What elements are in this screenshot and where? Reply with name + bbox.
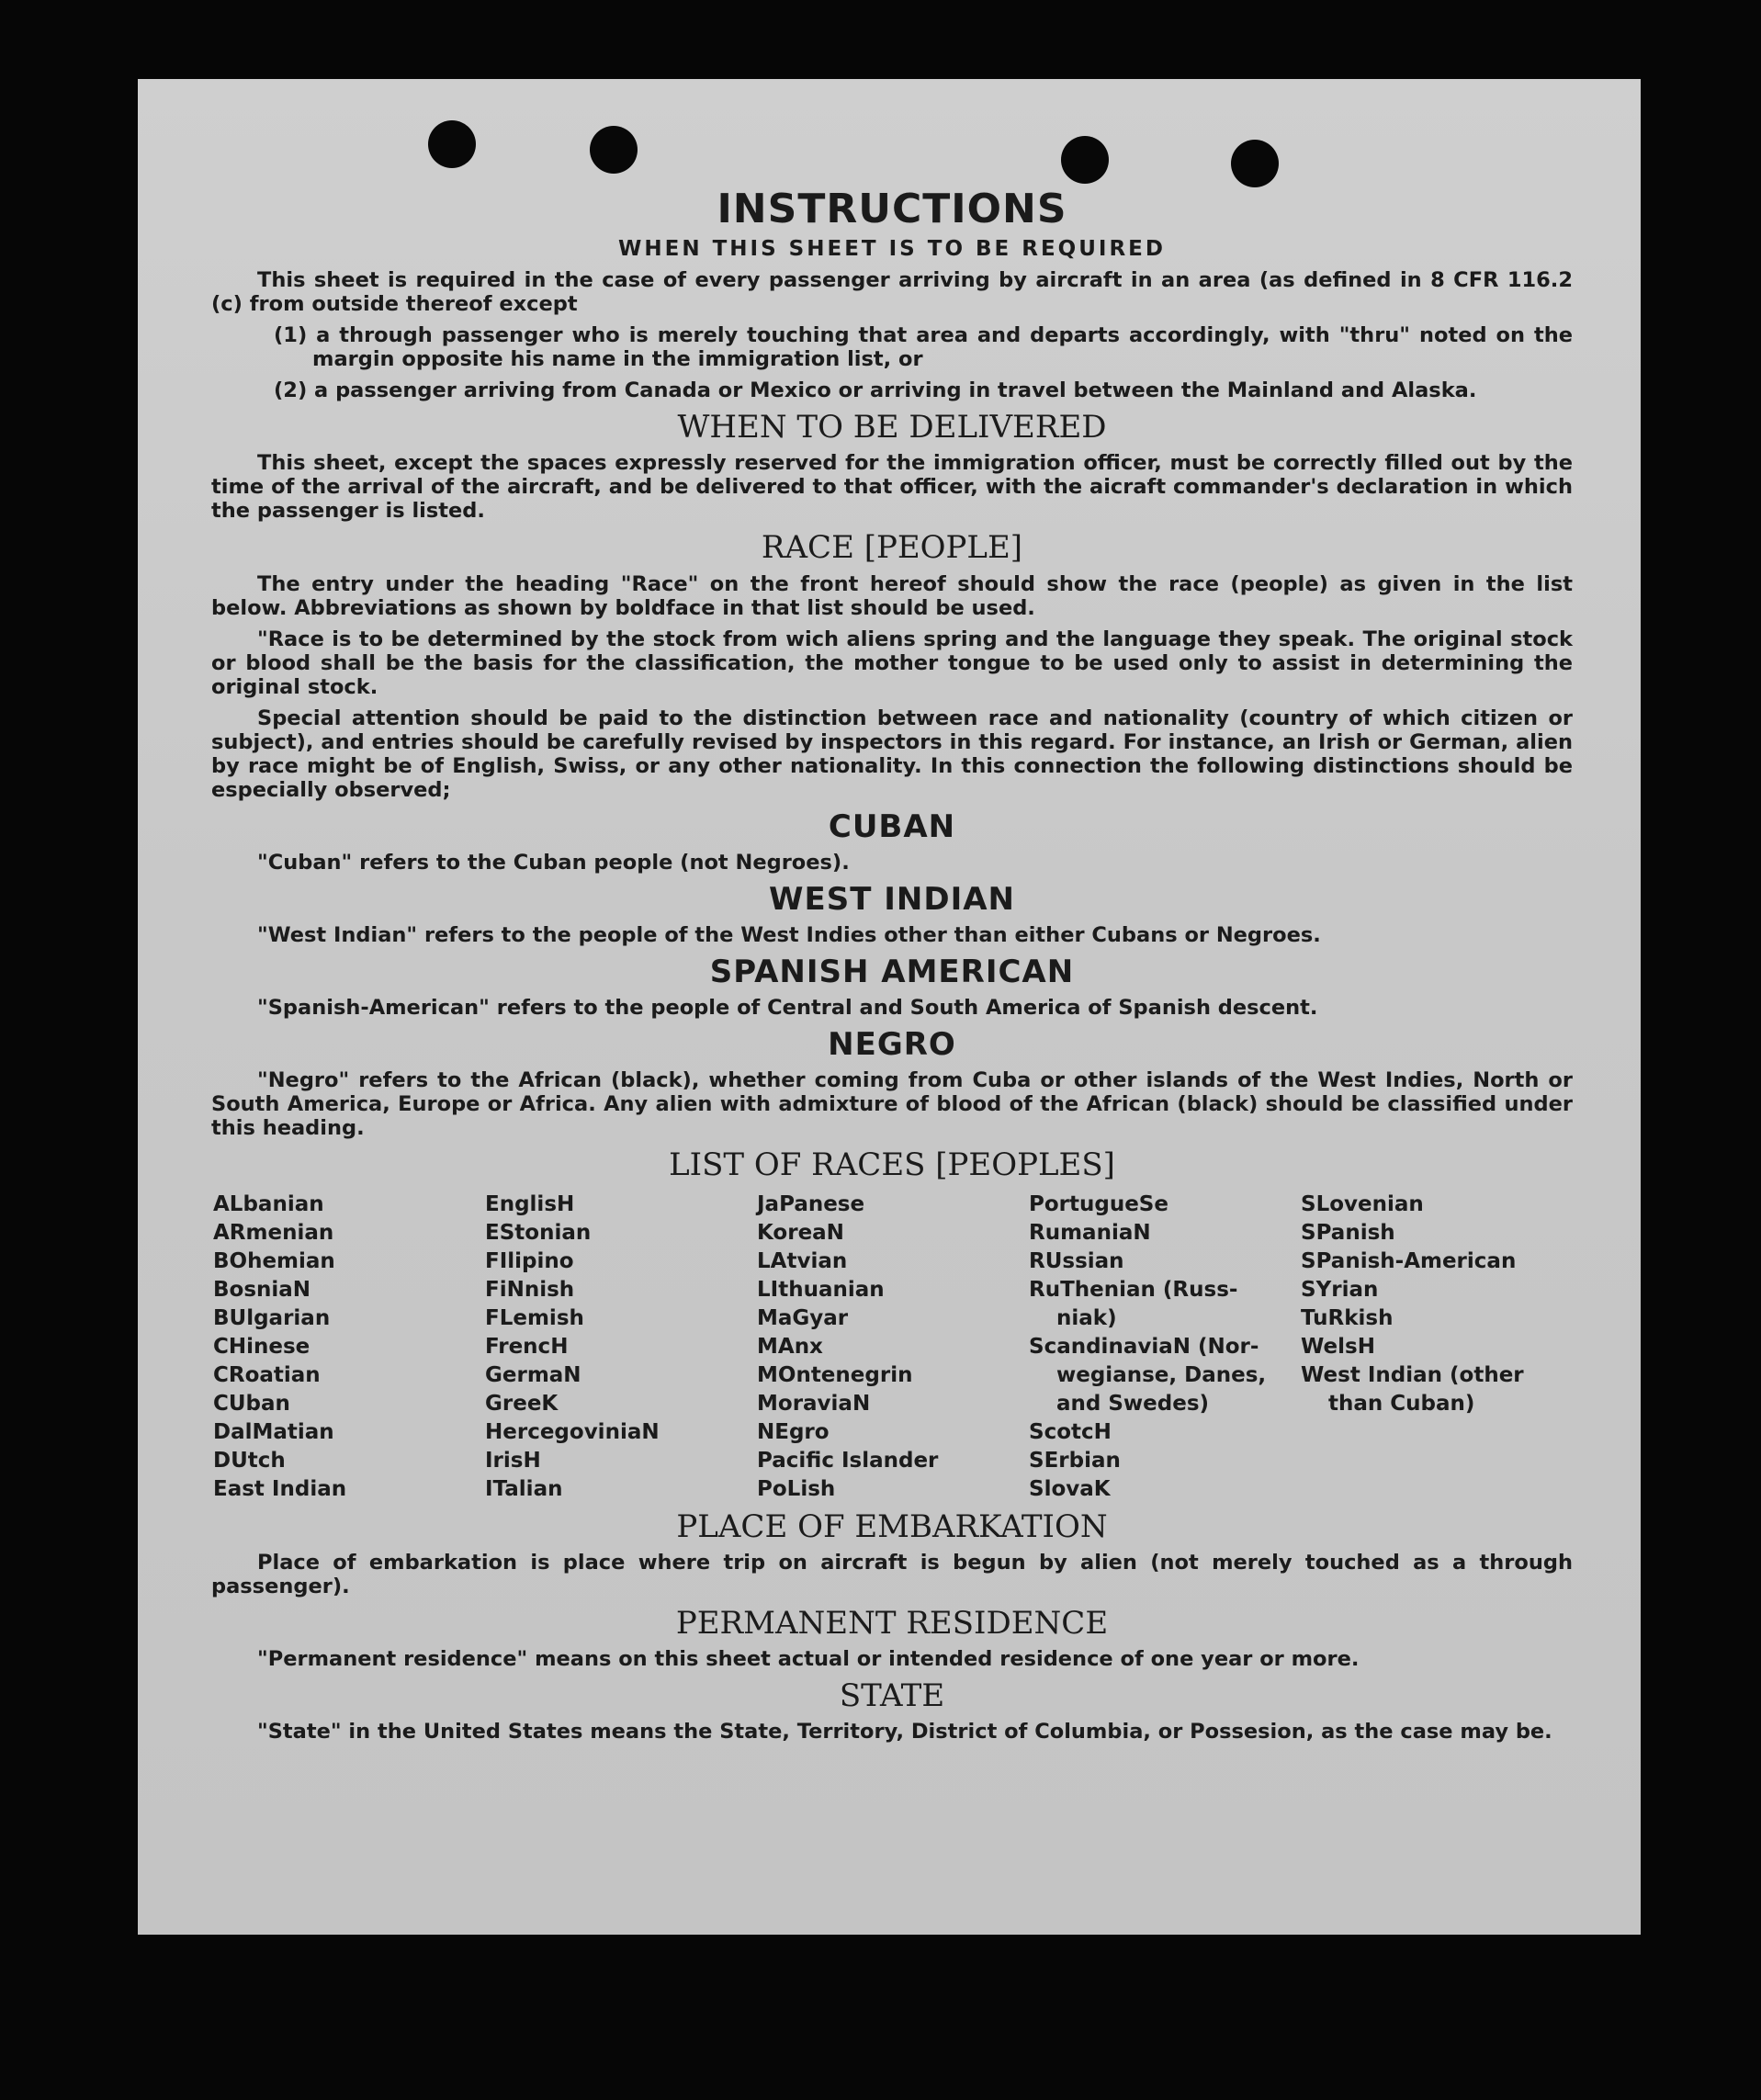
- race-item: CHinese: [213, 1335, 310, 1360]
- race-item: SErbian: [1029, 1449, 1121, 1473]
- west-indian-text: "West Indian" refers to the people of the West Indies other than either Cubans or Negroes.: [257, 922, 1321, 947]
- race-item: RuThenian (Russ-: [1029, 1278, 1238, 1303]
- race-item: SLovenian: [1301, 1192, 1424, 1217]
- race-item: FiNnish: [485, 1278, 575, 1303]
- race-column-2: [485, 1191, 757, 1504]
- race-paragraph-1: The entry under the heading "Race" on the front hereof should show the race (people) as given in the list below. Abbreviations as shown by boldface in that list should be used.: [211, 571, 1573, 620]
- race-item: ITalian: [485, 1477, 563, 1502]
- race-item: SlovaK: [1029, 1477, 1111, 1502]
- section-heading-west-indian: WEST INDIAN: [769, 880, 1015, 918]
- race-item: MOntenegrin: [757, 1363, 913, 1388]
- race-item: JaPanese: [757, 1192, 865, 1217]
- punch-hole: [428, 120, 476, 168]
- race-item: and Swedes): [1056, 1392, 1210, 1417]
- requirement-intro: This sheet is required in the case of every passenger arriving by aircraft in an area (as defined in 8 CFR 116.2 (c) from outside thereof except: [211, 268, 1573, 317]
- section-heading-cuban: CUBAN: [828, 807, 956, 845]
- race-item: WelsH: [1301, 1335, 1375, 1360]
- requirement-item-1: (1) a through passenger who is merely touching that area and departs accordingly, with "thru" noted on the margin opposite his name in the immigration list, or: [274, 323, 1573, 372]
- punch-hole: [1231, 140, 1279, 187]
- race-item: MaGyar: [757, 1306, 849, 1331]
- section-heading-negro: NEGRO: [828, 1025, 956, 1063]
- race-item: CRoatian: [213, 1363, 321, 1388]
- race-item: TuRkish: [1301, 1306, 1394, 1331]
- race-item: DalMatian: [213, 1420, 334, 1445]
- embarkation-text: Place of embarkation is place where trip on aircraft is begun by alien (not merely touched as a through passenger).: [211, 1551, 1573, 1599]
- section-heading-list-of-races: LIST OF RACES [PEOPLES]: [669, 1146, 1115, 1183]
- race-column-1: [213, 1191, 485, 1504]
- residence-text: "Permanent residence" means on this sheet actual or intended residence of one year or more.: [257, 1647, 1360, 1672]
- race-column-3: [757, 1191, 1029, 1504]
- race-item: than Cuban): [1328, 1392, 1475, 1417]
- race-item: SYrian: [1301, 1278, 1379, 1303]
- sheet-content: [211, 187, 1573, 1751]
- race-item: GreeK: [485, 1392, 559, 1417]
- race-list: [213, 1191, 1573, 1504]
- race-item: HercegoviniaN: [485, 1420, 660, 1445]
- race-item: West Indian (other: [1301, 1363, 1524, 1388]
- punch-hole: [590, 126, 638, 174]
- race-column-5: [1301, 1191, 1573, 1504]
- race-item: ARmenian: [213, 1221, 334, 1246]
- race-item: Pacific Islander: [757, 1449, 939, 1473]
- race-item: RUssian: [1029, 1249, 1124, 1274]
- race-paragraph-2: "Race is to be determined by the stock from wich aliens spring and the language they speak. The original stock or blood shall be the basis for the classification, the mother tongue to be used only to assist in determining the original stock.: [211, 627, 1573, 699]
- section-heading-spanish-american: SPANISH AMERICAN: [709, 953, 1075, 990]
- section-heading-embarkation: PLACE OF EMBARKATION: [676, 1508, 1108, 1546]
- race-item: SPanish: [1301, 1221, 1395, 1246]
- race-item: ScotcH: [1029, 1420, 1112, 1445]
- race-item: MAnx: [757, 1335, 823, 1360]
- race-item: DUtch: [213, 1449, 286, 1473]
- race-item: FrencH: [485, 1335, 569, 1360]
- race-item: PoLish: [757, 1477, 836, 1502]
- race-item: SPanish-American: [1301, 1249, 1517, 1274]
- punch-hole: [1061, 136, 1109, 184]
- race-item: BOhemian: [213, 1249, 335, 1274]
- section-heading-delivered: WHEN TO BE DELIVERED: [677, 409, 1107, 446]
- race-item: LIthuanian: [757, 1278, 885, 1303]
- race-item: KoreaN: [757, 1221, 844, 1246]
- instruction-sheet: [138, 79, 1641, 1935]
- section-heading-state: STATE: [839, 1677, 945, 1715]
- spanish-american-text: "Spanish-American" refers to the people of Central and South America of Spanish descent.: [257, 995, 1318, 1020]
- delivered-text: This sheet, except the spaces expressly reserved for the immigration officer, must be correctly filled out by the time of the arrival of the aircraft, and be delivered to that officer, with the aicraft commander's declaration in which the passenger is listed.: [211, 451, 1573, 524]
- race-item: ScandinaviaN (Nor-: [1029, 1335, 1259, 1360]
- race-item: CUban: [213, 1392, 290, 1417]
- race-item: niak): [1056, 1306, 1117, 1331]
- race-item: wegianse, Danes,: [1056, 1363, 1267, 1388]
- race-item: LAtvian: [757, 1249, 848, 1274]
- race-item: PortugueSe: [1029, 1192, 1168, 1217]
- race-item: EnglisH: [485, 1192, 575, 1217]
- race-item: BUlgarian: [213, 1306, 331, 1331]
- race-item: ALbanian: [213, 1192, 324, 1217]
- state-text: "State" in the United States means the State, Territory, District of Columbia, or Possesion, as the case may be.: [257, 1720, 1552, 1744]
- race-paragraph-3: Special attention should be paid to the distinction between race and nationality (country of which citizen or subject), and entries should be carefully revised by inspectors in this regard. For instance, an Irish or German, alien by race might be of English, Swiss, or any other nationality. In this connection the following distinctions should be especially observed;: [211, 706, 1573, 802]
- page-title: INSTRUCTIONS: [717, 186, 1067, 232]
- section-heading-residence: PERMANENT RESIDENCE: [675, 1605, 1109, 1643]
- race-item: MoraviaN: [757, 1392, 871, 1417]
- race-item: GermaN: [485, 1363, 581, 1388]
- race-item: EStonian: [485, 1221, 592, 1246]
- race-column-4: [1029, 1191, 1301, 1504]
- section-heading-race: RACE [PEOPLE]: [761, 529, 1023, 567]
- race-item: East Indian: [213, 1477, 347, 1502]
- cuban-text: "Cuban" refers to the Cuban people (not Negroes).: [257, 850, 850, 875]
- race-item: RumaniaN: [1029, 1221, 1151, 1246]
- page-subtitle: WHEN THIS SHEET IS TO BE REQUIRED: [618, 237, 1166, 262]
- race-item: FIlipino: [485, 1249, 574, 1274]
- race-item: NEgro: [757, 1420, 830, 1445]
- requirement-item-2: (2) a passenger arriving from Canada or Mexico or arriving in travel between the Mainland and Alaska.: [274, 378, 1477, 403]
- race-item: IrisH: [485, 1449, 541, 1473]
- race-item: FLemish: [485, 1306, 584, 1331]
- race-item: BosniaN: [213, 1278, 311, 1303]
- negro-text: "Negro" refers to the African (black), whether coming from Cuba or other islands of the West Indies, North or South America, Europe or Africa. Any alien with admixture of blood of the African (black) should be classified under this heading.: [211, 1067, 1573, 1140]
